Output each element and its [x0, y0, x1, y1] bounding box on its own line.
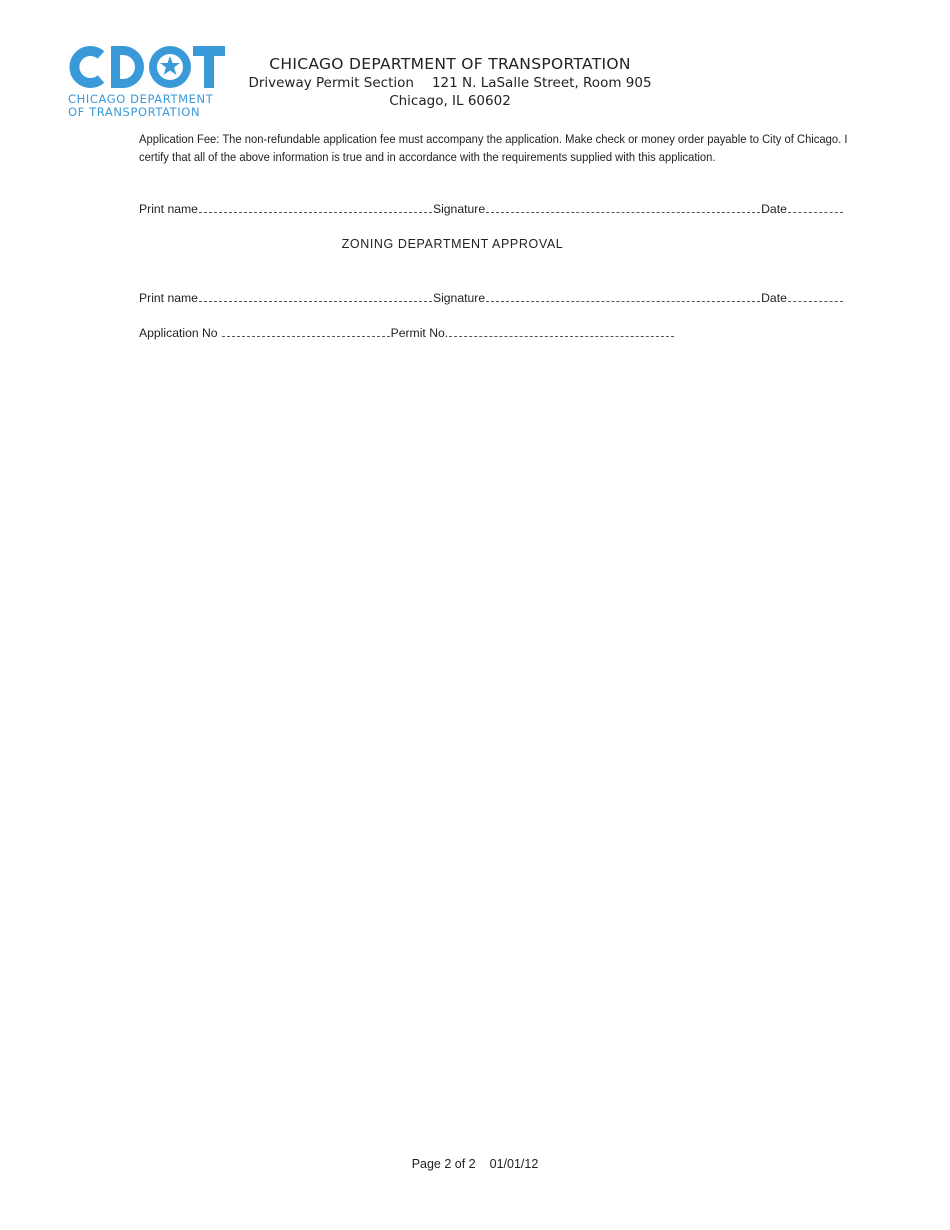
permit-no-label: Permit No.: [390, 326, 449, 340]
zoning-date-field[interactable]: [788, 291, 843, 302]
zoning-signature-row: [139, 291, 849, 305]
document-header: [232, 55, 668, 110]
zoning-print-name-field[interactable]: [199, 291, 432, 302]
zoning-date-label: Date: [761, 291, 787, 305]
zoning-print-name-label: Print name: [139, 291, 198, 305]
print-name-field[interactable]: [199, 202, 432, 213]
signature-label: Signature: [432, 202, 486, 216]
page-footer: [0, 1157, 950, 1171]
application-no-label: Application No: [139, 326, 218, 340]
permit-no-field[interactable]: [449, 326, 674, 337]
logo-subtitle-line1: CHICAGO DEPARTMENT: [68, 92, 214, 106]
print-name-label: Print name: [139, 202, 198, 216]
header-address-line: [232, 74, 668, 92]
applicant-signature-row: [139, 202, 849, 216]
application-no-field[interactable]: [222, 326, 390, 337]
signature-field[interactable]: [486, 202, 760, 213]
cdot-logo: [67, 42, 227, 120]
page-number: Page 2 of 2: [411, 1157, 476, 1171]
header-title: CHICAGO DEPARTMENT OF TRANSPORTATION: [269, 55, 631, 73]
application-permit-row: [139, 326, 681, 340]
zoning-approval-title: ZONING DEPARTMENT APPROVAL: [341, 237, 564, 251]
logo-subtitle-line2: OF TRANSPORTATION: [68, 105, 201, 119]
header-city: Chicago, IL 60602: [389, 93, 511, 109]
header-section: Driveway Permit Section: [248, 75, 414, 91]
date-label: Date: [761, 202, 787, 216]
cdot-wordmark-logo: [67, 42, 227, 92]
zoning-signature-label: Signature: [432, 291, 486, 305]
zoning-signature-field[interactable]: [486, 291, 760, 302]
application-fee-paragraph: Application Fee: The non-refundable application fee must accompany the application. Make check or money order payable to City of Chicago. I certify that all of the above information is true and in accordance with the requirements supplied with this application.: [139, 132, 848, 164]
date-field[interactable]: [788, 202, 843, 213]
header-street: 121 N. LaSalle Street, Room 905: [431, 75, 652, 91]
revision-date: 01/01/12: [489, 1157, 539, 1171]
